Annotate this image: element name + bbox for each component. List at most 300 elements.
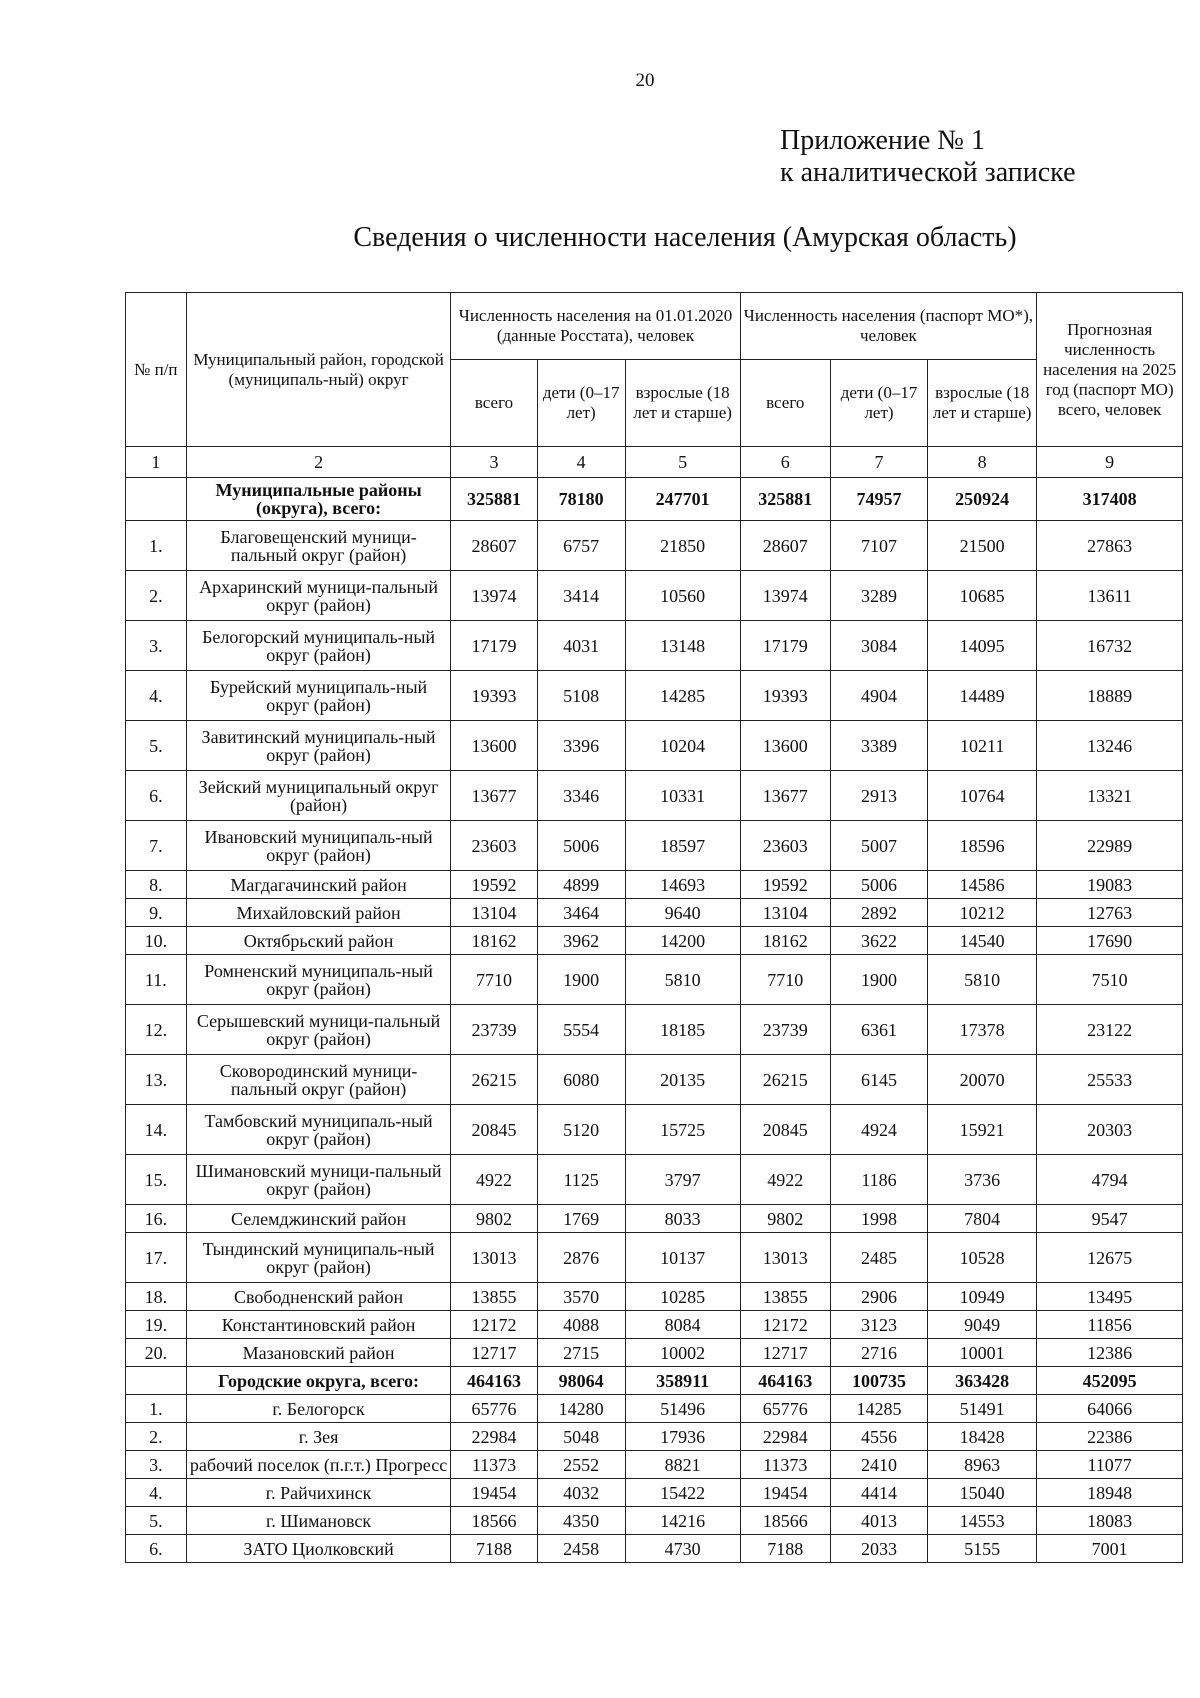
- row-value: 12172: [740, 1311, 830, 1339]
- row-value: 18948: [1037, 1479, 1183, 1507]
- row-value: 27863: [1037, 521, 1183, 571]
- row-value: 9049: [928, 1311, 1037, 1339]
- summary-num-cell: [126, 1367, 187, 1395]
- row-value: 15921: [928, 1105, 1037, 1155]
- page-number: 20: [635, 70, 655, 91]
- table-header: [126, 293, 1183, 478]
- table-body: [126, 478, 1183, 1563]
- row-number: 10.: [126, 927, 187, 955]
- table-row: [126, 721, 1183, 771]
- row-name: Зейский муниципальный округ (район): [186, 771, 451, 821]
- row-value: 10764: [928, 771, 1037, 821]
- row-value: 19083: [1037, 871, 1183, 899]
- table-row: [126, 821, 1183, 871]
- row-value: 10560: [625, 571, 740, 621]
- row-value: 4899: [537, 871, 625, 899]
- row-name: ЗАТО Циолковский: [186, 1535, 451, 1563]
- row-value: 13974: [451, 571, 537, 621]
- row-number: 12.: [126, 1005, 187, 1055]
- row-name: Константиновский район: [186, 1311, 451, 1339]
- row-value: 4922: [740, 1155, 830, 1205]
- table-row: [126, 1283, 1183, 1311]
- row-value: 17179: [740, 621, 830, 671]
- row-value: 4031: [537, 621, 625, 671]
- row-value: 23603: [740, 821, 830, 871]
- row-value: 23739: [451, 1005, 537, 1055]
- header-forecast: Прогнозная численность населения на 2025 год (паспорт МО) всего, человек: [1037, 293, 1183, 447]
- row-value: 7188: [451, 1535, 537, 1563]
- header-passport-children: дети (0–17 лет): [830, 360, 927, 447]
- row-value: 10137: [625, 1233, 740, 1283]
- row-value: 19393: [451, 671, 537, 721]
- column-number: 9: [1037, 447, 1183, 478]
- row-value: 13321: [1037, 771, 1183, 821]
- row-value: 10001: [928, 1339, 1037, 1367]
- summary-value: 317408: [1037, 478, 1183, 521]
- table-row: [126, 521, 1183, 571]
- row-value: 5554: [537, 1005, 625, 1055]
- row-value: 4904: [830, 671, 927, 721]
- row-value: 18083: [1037, 1507, 1183, 1535]
- summary-value: 98064: [537, 1367, 625, 1395]
- row-value: 18596: [928, 821, 1037, 871]
- row-value: 14489: [928, 671, 1037, 721]
- row-value: 2033: [830, 1535, 927, 1563]
- row-value: 2552: [537, 1451, 625, 1479]
- summary-value: 325881: [451, 478, 537, 521]
- row-value: 12675: [1037, 1233, 1183, 1283]
- row-value: 19592: [451, 871, 537, 899]
- row-value: 4730: [625, 1535, 740, 1563]
- summary-value: 100735: [830, 1367, 927, 1395]
- row-number: 4.: [126, 1479, 187, 1507]
- header-num: № п/п: [126, 293, 187, 447]
- row-value: 5120: [537, 1105, 625, 1155]
- row-number: 19.: [126, 1311, 187, 1339]
- row-value: 5155: [928, 1535, 1037, 1563]
- row-value: 15040: [928, 1479, 1037, 1507]
- row-name: Сковородинский муници-пальный округ (район): [186, 1055, 451, 1105]
- row-value: 10285: [625, 1283, 740, 1311]
- summary-value: 247701: [625, 478, 740, 521]
- cities-total-row: [126, 1367, 1183, 1395]
- row-number: 20.: [126, 1339, 187, 1367]
- summary-value: 74957: [830, 478, 927, 521]
- row-value: 1769: [537, 1205, 625, 1233]
- column-number: 6: [740, 447, 830, 478]
- row-value: 4794: [1037, 1155, 1183, 1205]
- document-title: Сведения о численности населения (Амурская область): [353, 222, 1017, 253]
- row-number: 5.: [126, 1507, 187, 1535]
- row-value: 7107: [830, 521, 927, 571]
- row-number: 2.: [126, 1423, 187, 1451]
- row-value: 2715: [537, 1339, 625, 1367]
- row-value: 2485: [830, 1233, 927, 1283]
- row-number: 18.: [126, 1283, 187, 1311]
- row-number: 1.: [126, 521, 187, 571]
- summary-num-cell: [126, 478, 187, 521]
- row-number: 5.: [126, 721, 187, 771]
- row-value: 5048: [537, 1423, 625, 1451]
- row-value: 5810: [928, 955, 1037, 1005]
- row-value: 5006: [537, 821, 625, 871]
- row-value: 13677: [451, 771, 537, 821]
- row-name: Белогорский муниципаль-ный округ (район): [186, 621, 451, 671]
- column-number: 2: [186, 447, 451, 478]
- row-value: 4924: [830, 1105, 927, 1155]
- row-value: 18597: [625, 821, 740, 871]
- row-value: 4922: [451, 1155, 537, 1205]
- table-row: [126, 1311, 1183, 1339]
- row-value: 7804: [928, 1205, 1037, 1233]
- table-row: [126, 1205, 1183, 1233]
- table-row: [126, 927, 1183, 955]
- row-value: 13600: [740, 721, 830, 771]
- row-number: 6.: [126, 771, 187, 821]
- row-value: 13104: [740, 899, 830, 927]
- row-value: 12717: [451, 1339, 537, 1367]
- row-value: 13855: [451, 1283, 537, 1311]
- row-value: 3797: [625, 1155, 740, 1205]
- row-value: 20303: [1037, 1105, 1183, 1155]
- row-name: Селемджинский район: [186, 1205, 451, 1233]
- row-value: 21850: [625, 521, 740, 571]
- summary-label: Муниципальные районы (округа), всего:: [186, 478, 451, 521]
- header-passport-group: Численность населения (паспорт МО*), человек: [740, 293, 1037, 360]
- table-row: [126, 1395, 1183, 1423]
- row-value: 5108: [537, 671, 625, 721]
- row-value: 9802: [740, 1205, 830, 1233]
- row-value: 11373: [740, 1451, 830, 1479]
- row-value: 64066: [1037, 1395, 1183, 1423]
- row-value: 18889: [1037, 671, 1183, 721]
- row-value: 26215: [740, 1055, 830, 1105]
- row-value: 8963: [928, 1451, 1037, 1479]
- row-value: 17378: [928, 1005, 1037, 1055]
- row-value: 26215: [451, 1055, 537, 1105]
- row-value: 14285: [625, 671, 740, 721]
- header-rosstat-children: дети (0–17 лет): [537, 360, 625, 447]
- row-value: 1900: [830, 955, 927, 1005]
- row-value: 3396: [537, 721, 625, 771]
- row-value: 20845: [740, 1105, 830, 1155]
- row-value: 13246: [1037, 721, 1183, 771]
- row-value: 1125: [537, 1155, 625, 1205]
- row-value: 3389: [830, 721, 927, 771]
- row-value: 22989: [1037, 821, 1183, 871]
- summary-value: 363428: [928, 1367, 1037, 1395]
- row-number: 13.: [126, 1055, 187, 1105]
- row-value: 19454: [740, 1479, 830, 1507]
- row-name: г. Белогорск: [186, 1395, 451, 1423]
- row-value: 18428: [928, 1423, 1037, 1451]
- row-value: 13611: [1037, 571, 1183, 621]
- row-number: 17.: [126, 1233, 187, 1283]
- row-value: 12386: [1037, 1339, 1183, 1367]
- row-name: г. Шимановск: [186, 1507, 451, 1535]
- row-name: Ивановский муниципаль-ный округ (район): [186, 821, 451, 871]
- row-number: 6.: [126, 1535, 187, 1563]
- row-value: 23739: [740, 1005, 830, 1055]
- row-value: 8084: [625, 1311, 740, 1339]
- row-value: 6080: [537, 1055, 625, 1105]
- row-value: 51491: [928, 1395, 1037, 1423]
- row-value: 15422: [625, 1479, 740, 1507]
- row-number: 14.: [126, 1105, 187, 1155]
- row-number: 3.: [126, 1451, 187, 1479]
- row-value: 6361: [830, 1005, 927, 1055]
- row-value: 28607: [740, 521, 830, 571]
- row-number: 2.: [126, 571, 187, 621]
- row-value: 18566: [740, 1507, 830, 1535]
- row-value: 13148: [625, 621, 740, 671]
- population-table: [125, 292, 1183, 1563]
- row-number: 9.: [126, 899, 187, 927]
- row-value: 3464: [537, 899, 625, 927]
- row-value: 14200: [625, 927, 740, 955]
- table-row: [126, 1005, 1183, 1055]
- row-value: 10528: [928, 1233, 1037, 1283]
- row-value: 21500: [928, 521, 1037, 571]
- row-value: 5810: [625, 955, 740, 1005]
- table-row: [126, 571, 1183, 621]
- row-value: 7510: [1037, 955, 1183, 1005]
- row-name: Бурейский муниципаль-ный округ (район): [186, 671, 451, 721]
- row-value: 9547: [1037, 1205, 1183, 1233]
- row-value: 7710: [451, 955, 537, 1005]
- row-name: Серышевский муници-пальный округ (район): [186, 1005, 451, 1055]
- row-value: 5006: [830, 871, 927, 899]
- row-value: 13677: [740, 771, 830, 821]
- row-value: 3962: [537, 927, 625, 955]
- row-value: 14285: [830, 1395, 927, 1423]
- row-value: 7001: [1037, 1535, 1183, 1563]
- row-value: 3123: [830, 1311, 927, 1339]
- column-number-row: [126, 447, 1183, 478]
- row-name: Мазановский район: [186, 1339, 451, 1367]
- row-value: 12763: [1037, 899, 1183, 927]
- row-value: 10211: [928, 721, 1037, 771]
- column-number: 3: [451, 447, 537, 478]
- row-number: 11.: [126, 955, 187, 1005]
- row-name: Октябрьский район: [186, 927, 451, 955]
- row-value: 8033: [625, 1205, 740, 1233]
- table-row: [126, 955, 1183, 1005]
- row-value: 10949: [928, 1283, 1037, 1311]
- districts-total-row: [126, 478, 1183, 521]
- table-row: [126, 1479, 1183, 1507]
- row-value: 51496: [625, 1395, 740, 1423]
- row-value: 11373: [451, 1451, 537, 1479]
- appendix-line-2: к аналитической записке: [780, 157, 1076, 188]
- column-number: 4: [537, 447, 625, 478]
- row-value: 1186: [830, 1155, 927, 1205]
- row-value: 6145: [830, 1055, 927, 1105]
- column-number: 5: [625, 447, 740, 478]
- summary-value: 78180: [537, 478, 625, 521]
- row-value: 20845: [451, 1105, 537, 1155]
- row-value: 4013: [830, 1507, 927, 1535]
- row-value: 3084: [830, 621, 927, 671]
- row-value: 4414: [830, 1479, 927, 1507]
- row-value: 19454: [451, 1479, 537, 1507]
- row-value: 3346: [537, 771, 625, 821]
- row-value: 13600: [451, 721, 537, 771]
- row-value: 7710: [740, 955, 830, 1005]
- table-row: [126, 899, 1183, 927]
- row-value: 14586: [928, 871, 1037, 899]
- row-value: 15725: [625, 1105, 740, 1155]
- table-row: [126, 771, 1183, 821]
- row-value: 11077: [1037, 1451, 1183, 1479]
- row-value: 19592: [740, 871, 830, 899]
- header-passport-total: всего: [740, 360, 830, 447]
- row-value: 8821: [625, 1451, 740, 1479]
- table-row: [126, 871, 1183, 899]
- row-value: 25533: [1037, 1055, 1183, 1105]
- row-value: 16732: [1037, 621, 1183, 671]
- row-value: 3736: [928, 1155, 1037, 1205]
- row-value: 18566: [451, 1507, 537, 1535]
- row-value: 14095: [928, 621, 1037, 671]
- row-name: Ромненский муниципаль-ный округ (район): [186, 955, 451, 1005]
- row-value: 22386: [1037, 1423, 1183, 1451]
- table-row: [126, 1339, 1183, 1367]
- header-district: Муниципальный район, городской (муниципаль-ный) округ: [186, 293, 451, 447]
- column-number: 8: [928, 447, 1037, 478]
- row-value: 2906: [830, 1283, 927, 1311]
- row-value: 9802: [451, 1205, 537, 1233]
- row-value: 2876: [537, 1233, 625, 1283]
- table-row: [126, 1451, 1183, 1479]
- row-name: Тамбовский муниципаль-ный округ (район): [186, 1105, 451, 1155]
- row-name: Тындинский муниципаль-ный округ (район): [186, 1233, 451, 1283]
- row-value: 23603: [451, 821, 537, 871]
- row-value: 22984: [740, 1423, 830, 1451]
- row-value: 22984: [451, 1423, 537, 1451]
- table-row: [126, 1233, 1183, 1283]
- row-value: 1900: [537, 955, 625, 1005]
- row-value: 2458: [537, 1535, 625, 1563]
- row-value: 2410: [830, 1451, 927, 1479]
- row-value: 23122: [1037, 1005, 1183, 1055]
- table-row: [126, 621, 1183, 671]
- row-value: 13104: [451, 899, 537, 927]
- row-value: 14280: [537, 1395, 625, 1423]
- row-value: 2892: [830, 899, 927, 927]
- header-passport-adults: взрослые (18 лет и старше): [928, 360, 1037, 447]
- row-value: 4088: [537, 1311, 625, 1339]
- summary-label: Городские округа, всего:: [186, 1367, 451, 1395]
- row-value: 10204: [625, 721, 740, 771]
- summary-value: 358911: [625, 1367, 740, 1395]
- row-name: Завитинский муниципаль-ный округ (район): [186, 721, 451, 771]
- row-value: 13855: [740, 1283, 830, 1311]
- header-rosstat-group: Численность населения на 01.01.2020 (данные Росстата), человек: [451, 293, 740, 360]
- row-value: 17179: [451, 621, 537, 671]
- row-value: 4350: [537, 1507, 625, 1535]
- column-number: 1: [126, 447, 187, 478]
- row-value: 14216: [625, 1507, 740, 1535]
- row-value: 2716: [830, 1339, 927, 1367]
- row-value: 28607: [451, 521, 537, 571]
- row-value: 10331: [625, 771, 740, 821]
- table-row: [126, 1105, 1183, 1155]
- table-row: [126, 1055, 1183, 1105]
- row-value: 10002: [625, 1339, 740, 1367]
- row-name: Михайловский район: [186, 899, 451, 927]
- row-value: 3414: [537, 571, 625, 621]
- table-row: [126, 671, 1183, 721]
- row-value: 18185: [625, 1005, 740, 1055]
- row-number: 15.: [126, 1155, 187, 1205]
- summary-value: 464163: [451, 1367, 537, 1395]
- row-value: 5007: [830, 821, 927, 871]
- row-name: Свободненский район: [186, 1283, 451, 1311]
- row-value: 1998: [830, 1205, 927, 1233]
- row-value: 20135: [625, 1055, 740, 1105]
- row-value: 13013: [451, 1233, 537, 1283]
- row-value: 13013: [740, 1233, 830, 1283]
- row-number: 1.: [126, 1395, 187, 1423]
- row-value: 10212: [928, 899, 1037, 927]
- row-value: 13974: [740, 571, 830, 621]
- row-value: 3570: [537, 1283, 625, 1311]
- table-row: [126, 1155, 1183, 1205]
- row-value: 14693: [625, 871, 740, 899]
- row-value: 10685: [928, 571, 1037, 621]
- row-number: 3.: [126, 621, 187, 671]
- row-name: г. Райчихинск: [186, 1479, 451, 1507]
- row-value: 4556: [830, 1423, 927, 1451]
- row-name: Благовещенский муници-пальный округ (район): [186, 521, 451, 571]
- row-value: 2913: [830, 771, 927, 821]
- row-value: 13495: [1037, 1283, 1183, 1311]
- row-value: 3289: [830, 571, 927, 621]
- row-value: 65776: [451, 1395, 537, 1423]
- row-value: 17690: [1037, 927, 1183, 955]
- row-value: 14553: [928, 1507, 1037, 1535]
- row-name: Шимановский муници-пальный округ (район): [186, 1155, 451, 1205]
- row-value: 18162: [451, 927, 537, 955]
- row-name: г. Зея: [186, 1423, 451, 1451]
- row-name: Архаринский муници-пальный округ (район): [186, 571, 451, 621]
- table-row: [126, 1507, 1183, 1535]
- summary-value: 325881: [740, 478, 830, 521]
- row-value: 12717: [740, 1339, 830, 1367]
- row-value: 65776: [740, 1395, 830, 1423]
- row-value: 12172: [451, 1311, 537, 1339]
- row-number: 16.: [126, 1205, 187, 1233]
- row-number: 7.: [126, 821, 187, 871]
- header-rosstat-adults: взрослые (18 лет и старше): [625, 360, 740, 447]
- row-value: 6757: [537, 521, 625, 571]
- appendix-heading: [780, 125, 1076, 189]
- row-value: 3622: [830, 927, 927, 955]
- summary-value: 464163: [740, 1367, 830, 1395]
- row-name: рабочий поселок (п.г.т.) Прогресс: [186, 1451, 451, 1479]
- appendix-line-1: Приложение № 1: [780, 125, 985, 156]
- table-row: [126, 1423, 1183, 1451]
- summary-value: 250924: [928, 478, 1037, 521]
- row-value: 14540: [928, 927, 1037, 955]
- row-number: 8.: [126, 871, 187, 899]
- row-value: 17936: [625, 1423, 740, 1451]
- column-number: 7: [830, 447, 927, 478]
- row-name: Магдагачинский район: [186, 871, 451, 899]
- table-row: [126, 1535, 1183, 1563]
- row-value: 20070: [928, 1055, 1037, 1105]
